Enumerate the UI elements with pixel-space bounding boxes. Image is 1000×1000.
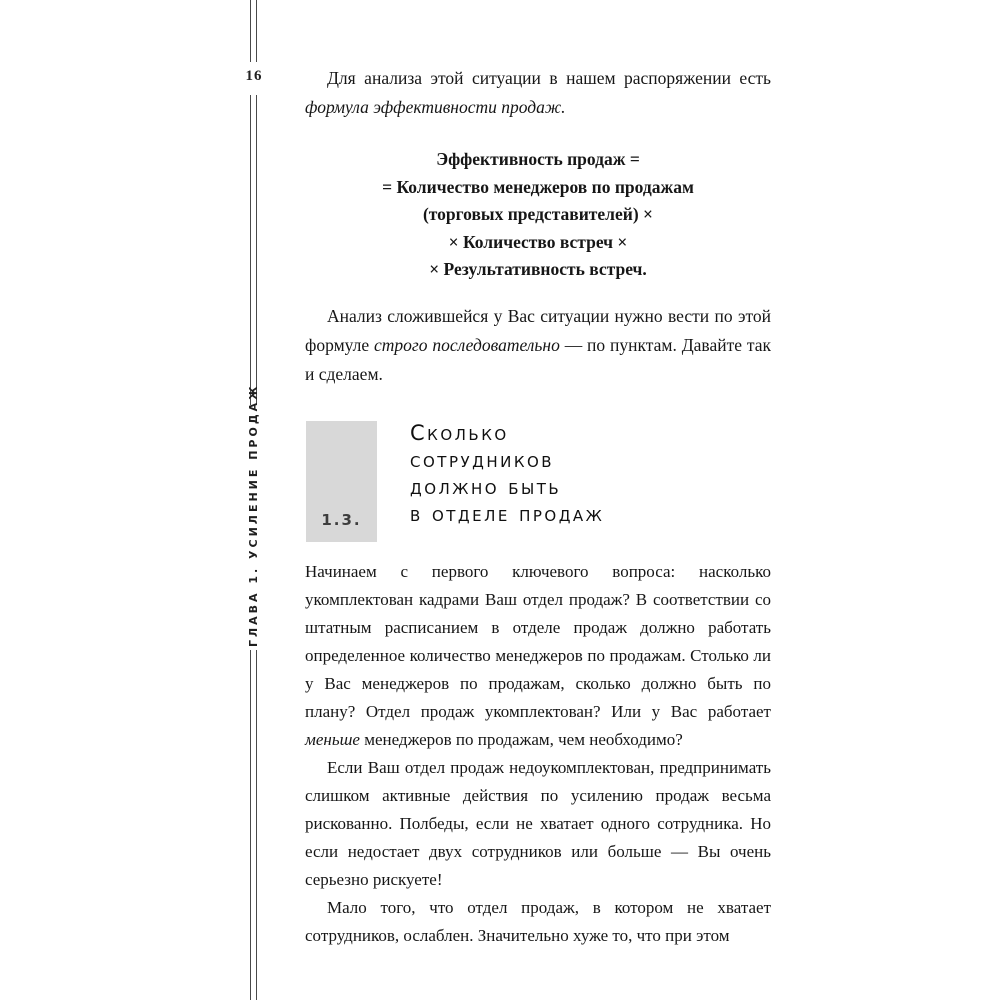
body-paragraph-3: Мало того, что отдел продаж, в котором не хватает сотрудников, ослаблен. Значительно хуже то, что при этом xyxy=(305,898,771,945)
body-paragraph-1: Начинаем с первого ключевого вопроса: насколько укомплектован кадрами Ваш отдел продаж? В соответствии со штатным расписанием в отделе продаж должно работать определенное количество менеджеров по продажам. Столько ли у Вас менеджеров по продажам, сколько должно быть по плану? Отдел продаж укомплектован? Или у Вас работает меньше менеджеров по продажам, чем необходимо? xyxy=(305,562,771,749)
chapter-sidebar-title: ГЛАВА 1. УСИЛЕНИЕ ПРОДАЖ xyxy=(247,383,260,647)
intro-paragraph-2: Анализ сложившейся у Вас ситуации нужно вести по этой формуле строго последовательно — по пунктам. Давайте так и сделаем. xyxy=(305,306,771,384)
section-number-box xyxy=(306,421,377,542)
left-margin-rule-bottom xyxy=(250,650,257,1000)
section-title-line: должно быть xyxy=(410,475,562,499)
formula-line: × Результативность встреч. xyxy=(429,259,647,279)
intro-paragraph-1: Для анализа этой ситуации в нашем распоряжении есть формула эффективности продаж. xyxy=(305,68,771,117)
formula-line: = Количество менеджеров по продажам xyxy=(382,176,694,197)
sales-formula-block xyxy=(305,146,771,284)
body-text xyxy=(305,558,771,950)
left-margin-rule-top xyxy=(250,0,257,62)
page-number: 16 xyxy=(245,68,263,84)
section-number: 1.3. xyxy=(321,511,362,529)
body-paragraph-2: Если Ваш отдел продаж недоукомплектован, предпринимать слишком активные действия по усилению продаж весьма рискованно. Полбеды, если не хватает одного сотрудника. Но если недостает двух сотрудников или больше — Вы очень серьезно рискуете! xyxy=(305,758,771,889)
section-title xyxy=(410,420,604,528)
formula-line: Эффективность продаж = xyxy=(436,149,640,169)
section-title-line: сотрудников xyxy=(410,448,555,472)
section-title-line: Сколько xyxy=(410,421,509,445)
formula-line: (торговых представителей) × xyxy=(422,204,653,224)
formula-line: × Количество встреч × xyxy=(448,231,628,252)
section-title-line: в отделе продаж xyxy=(410,502,605,526)
left-margin-rule-middle xyxy=(250,95,257,405)
